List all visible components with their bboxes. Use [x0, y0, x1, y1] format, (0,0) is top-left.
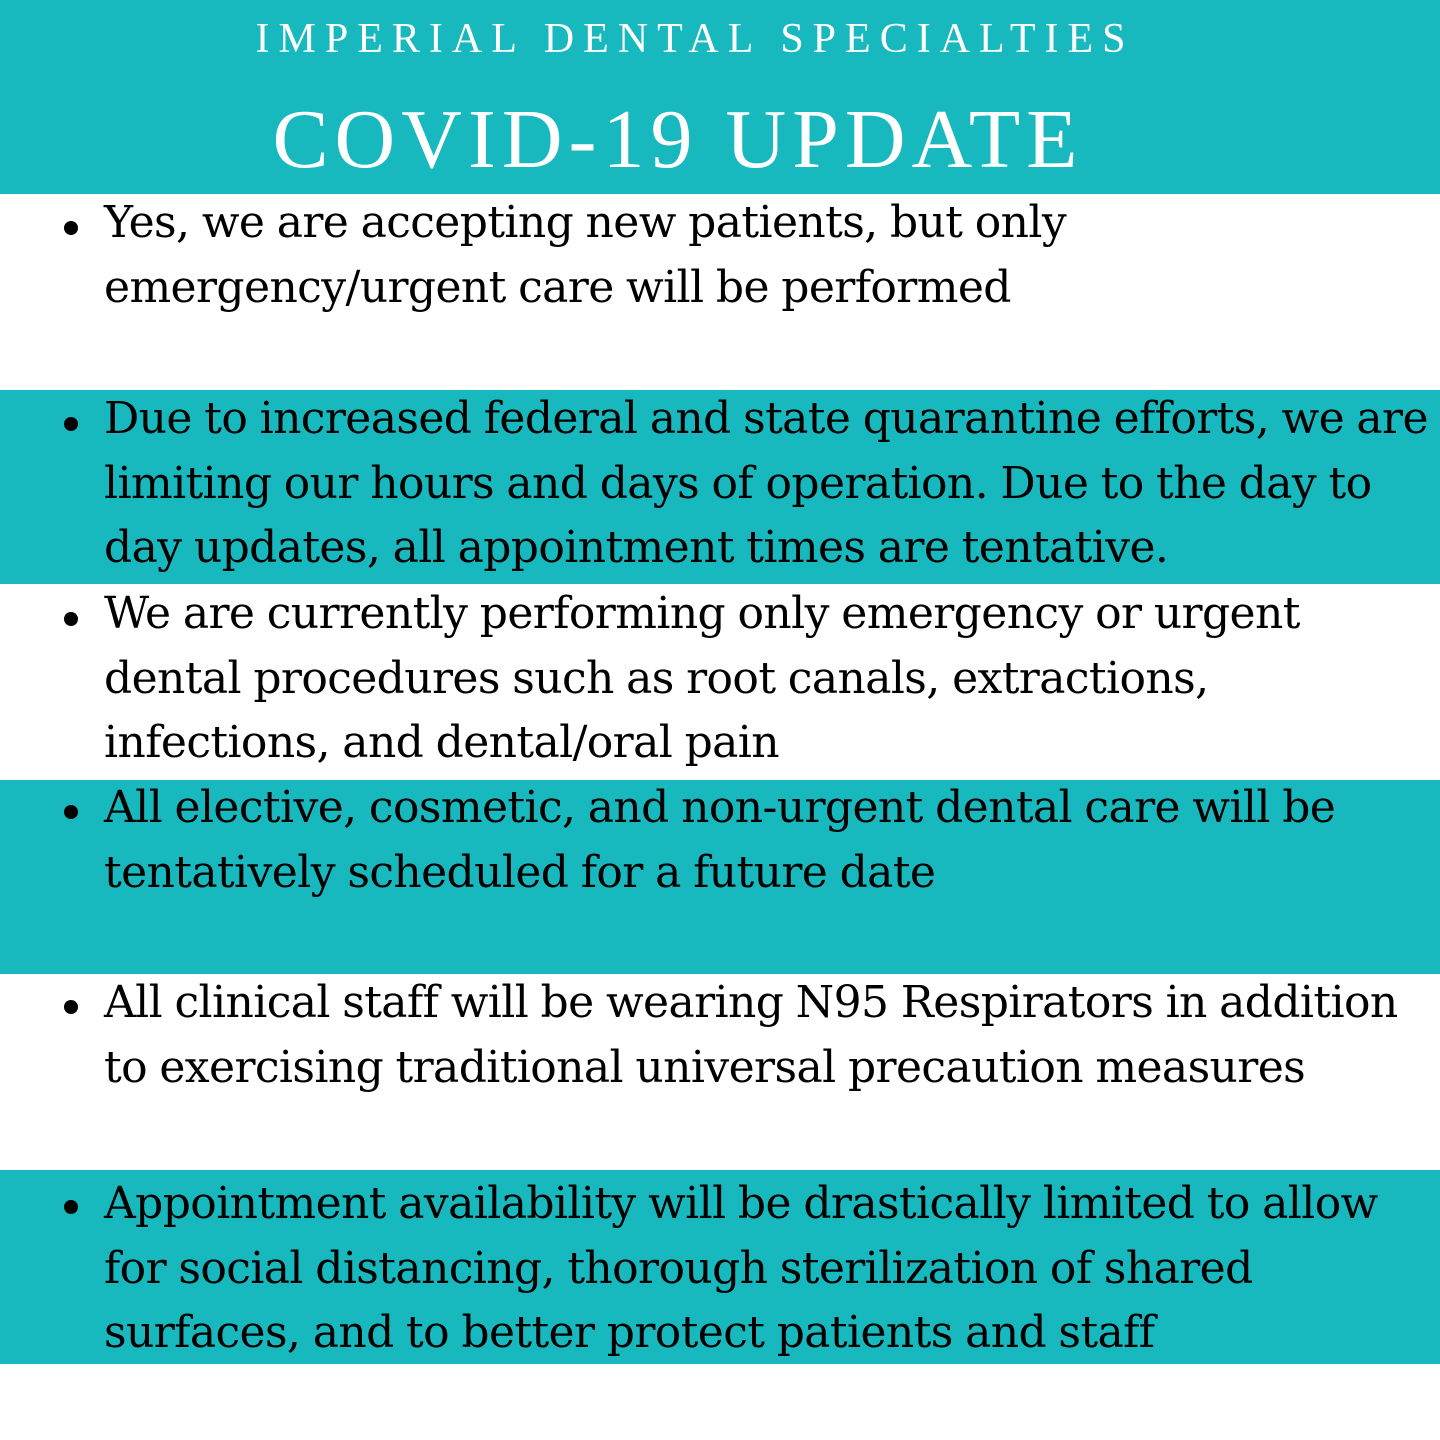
bullet-text: Yes, we are accepting new patients, but only emergency/urgent care will be performed [104, 197, 1067, 313]
bullet-icon [64, 417, 78, 431]
list-item [0, 974, 1440, 1170]
bullet-icon [64, 1000, 78, 1014]
bullet-text: All clinical staff will be wearing N95 Respirators in addition to exercising traditional universal precaution measures [104, 977, 1398, 1093]
header-banner [0, 0, 1440, 194]
bullet-text: We are currently performing only emergency or urgent dental procedures such as root canals, extractions, infections, and dental/oral pain [104, 588, 1300, 768]
bullet-text: All elective, cosmetic, and non-urgent dental care will be tentatively scheduled for a future date [104, 782, 1336, 898]
list-item [0, 584, 1440, 780]
bullet-text: Appointment availability will be drastically limited to allow for social distancing, thorough sterilization of shared surfaces, and to better protect patients and staff [104, 1178, 1378, 1358]
list-item [0, 780, 1440, 974]
bullet-text: Due to increased federal and state quarantine efforts, we are limiting our hours and days of operation. Due to the day to day updates, all appointment times are tentative. [104, 393, 1428, 573]
bullet-icon [64, 805, 78, 819]
organization-name: IMPERIAL DENTAL SPECIALTIES [255, 16, 1135, 62]
bullet-icon [64, 1200, 78, 1214]
list-item [0, 1170, 1440, 1364]
page-title: COVID-19 UPDATE [272, 93, 1084, 186]
list-item [0, 390, 1440, 584]
list-item [0, 194, 1440, 390]
bullet-icon [64, 612, 78, 626]
bullet-icon [64, 221, 78, 235]
